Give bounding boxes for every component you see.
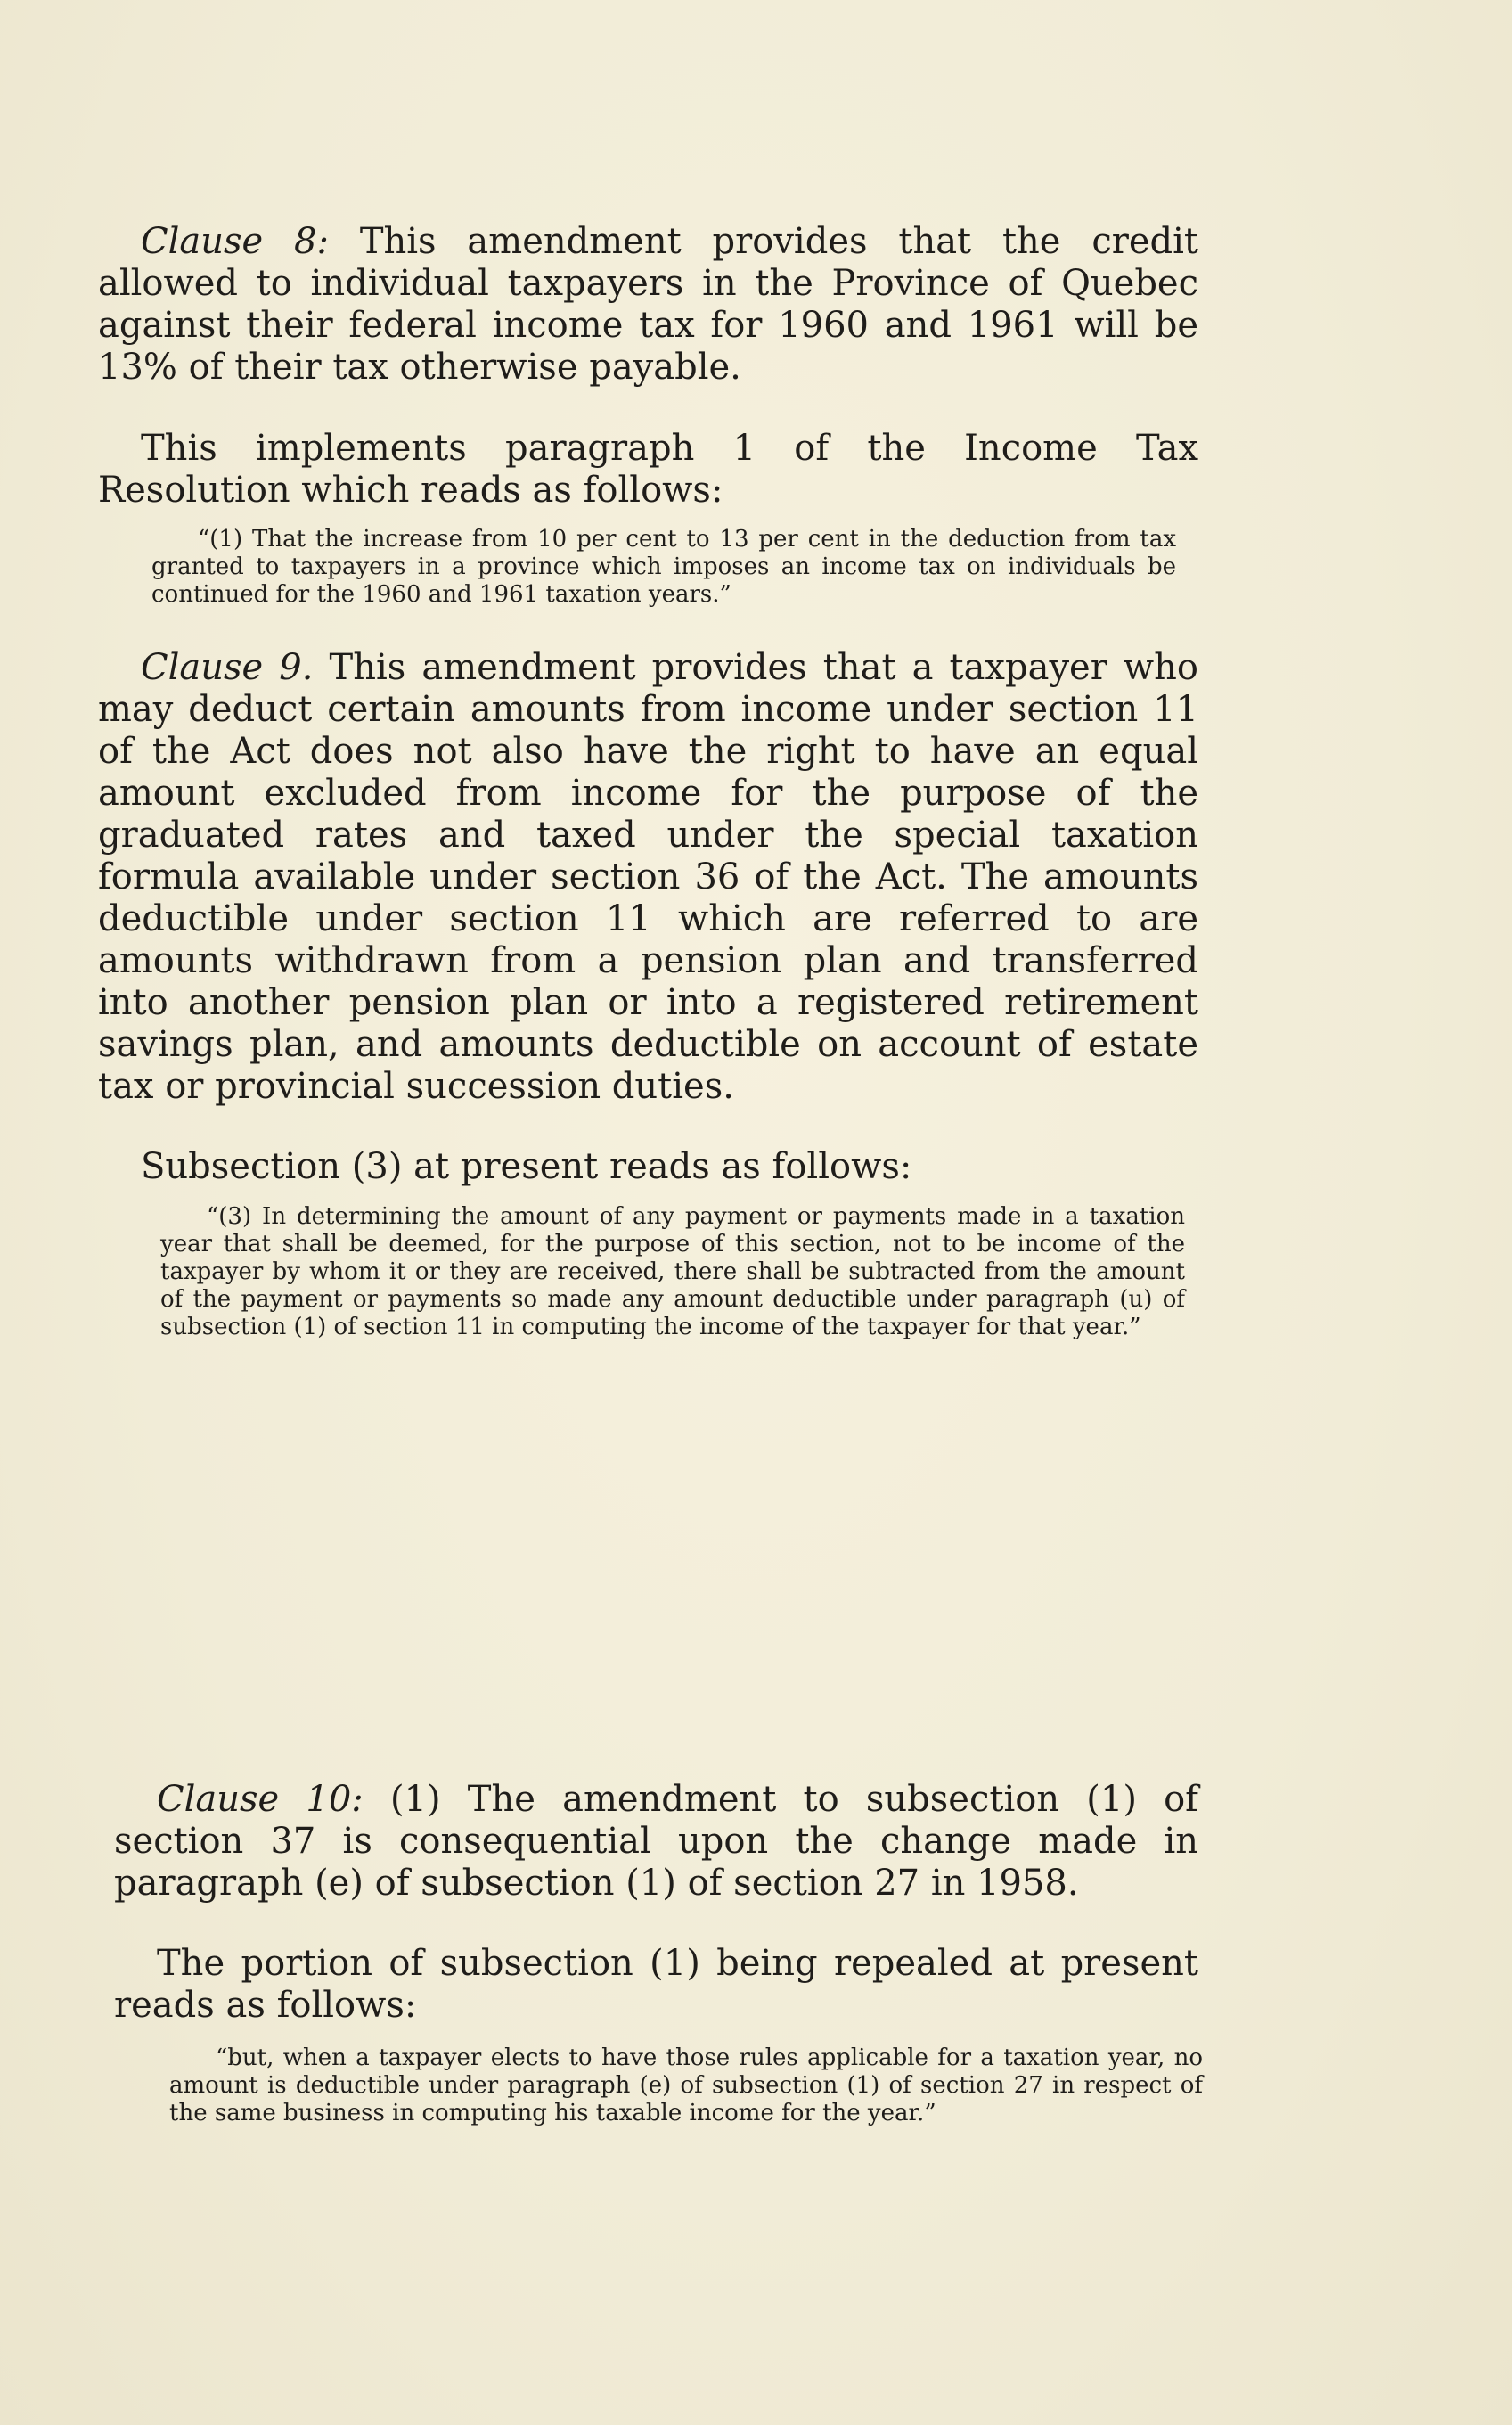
subsection-3-intro-text: Subsection (3) at present reads as follows: bbox=[141, 1146, 912, 1187]
clause-9-paragraph bbox=[98, 647, 1198, 1108]
clause-8-label: Clause 8: bbox=[141, 221, 329, 262]
clause-10-paragraph bbox=[114, 1779, 1198, 1905]
repealed-intro bbox=[114, 1943, 1198, 2027]
clause-10-label: Clause 10: bbox=[157, 1779, 364, 1820]
clause-9-text: This amendment provides that a taxpayer who may deduct certain amounts from income under section 11 of the Act does not also have the right to have an equal amount excluded from income for the purpose of the graduated rates and taxed under the special taxation formula available under section 36 of the Act. The amounts deductible under section 11 which are referred to are amounts withdrawn from a pension plan and transferred into another pension plan or into a registered retirement savings plan, and amounts deductible on account of estate tax or provincial succession duties. bbox=[98, 647, 1198, 1107]
repealed-intro-text: The portion of subsection (1) being repealed at present reads as follows: bbox=[114, 1943, 1198, 2026]
clause-10-text: (1) The amendment to subsection (1) of section 37 is consequential upon the change made in paragraph (e) of subsection (1) of section 27 in 1958. bbox=[114, 1779, 1198, 1904]
clause-8-text: This amendment provides that the credit allowed to individual taxpayers in the Province of Quebec against their federal income tax for 1960 and 1961 will be 13% of their tax otherwise payable. bbox=[98, 221, 1198, 388]
subsection-3-intro bbox=[98, 1146, 1198, 1188]
clause-8-paragraph bbox=[98, 221, 1198, 389]
clause-9-label: Clause 9. bbox=[141, 647, 314, 688]
implements-text: This implements paragraph 1 of the Income Tax Resolution which reads as follows: bbox=[98, 428, 1198, 511]
resolution-quote: “(1) That the increase from 10 per cent to 13 per cent in the deduction from tax granted to taxpayers in a province which imposes an income tax on individuals be continued for the 1960 and 1961 taxation years.” bbox=[151, 526, 1176, 608]
subsection-3-quote: “(3) In determining the amount of any payment or payments made in a taxation year that shall be deemed, for the purpose of this section, not to be income of the taxpayer by whom it or they are received, there shall be subtracted from the amount of the payment or payments so made any amount deductible under paragraph (u) of subsection (1) of section 11 in computing the income of the taxpayer for that year.” bbox=[160, 1203, 1185, 1340]
repealed-quote: “but, when a taxpayer elects to have those rules applicable for a taxation year, no amount is deductible under paragraph (e) of subsection (1) of section 27 in respect of the same business in computing his taxable income for the year.” bbox=[169, 2044, 1203, 2126]
implements-paragraph bbox=[98, 428, 1198, 512]
